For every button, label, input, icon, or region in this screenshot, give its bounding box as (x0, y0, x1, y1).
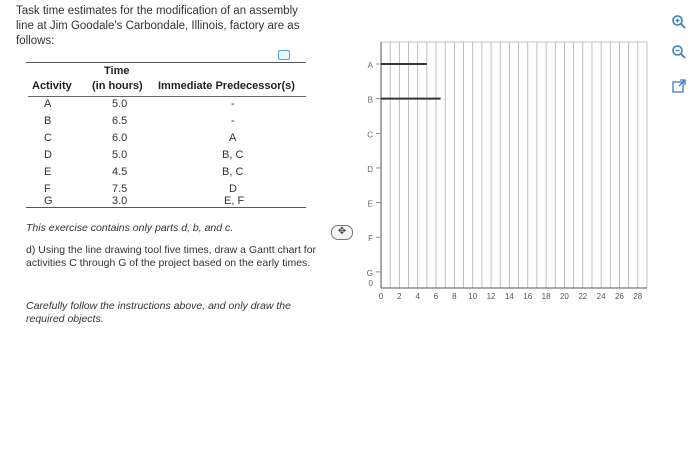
activity-cell: G (44, 195, 53, 207)
category-label: F (368, 234, 373, 244)
activity-cell: F (44, 183, 51, 195)
predecessor-cell: - (231, 98, 235, 110)
time-cell: 6.0 (112, 132, 128, 144)
time-cell: 3.0 (112, 195, 128, 207)
category-label: E (367, 199, 373, 209)
table-bottom-rule (26, 207, 306, 208)
category-label: G (366, 268, 373, 278)
time-cell: 7.5 (112, 183, 128, 195)
predecessor-cell: A (229, 132, 237, 144)
predecessor-cell: D (229, 183, 237, 195)
x-tick-label: 2 (397, 292, 402, 301)
gantt-chart[interactable] (355, 40, 655, 302)
move-handle-icon[interactable]: ✥ (331, 225, 353, 240)
activity-header: Activity (32, 80, 72, 92)
predecessor-cell: B, C (222, 166, 244, 178)
external-link-icon[interactable] (670, 78, 688, 96)
x-tick-label: 6 (433, 292, 439, 301)
predecessor-cell: B, C (222, 149, 244, 161)
predecessor-cell: - (231, 115, 235, 127)
time-cell: 6.5 (112, 115, 128, 127)
activity-cell: C (44, 132, 52, 144)
x-tick-label: 20 (559, 292, 569, 301)
time-cell: 4.5 (112, 166, 128, 178)
x-tick-label: 28 (633, 292, 643, 301)
x-tick-label: 22 (578, 292, 588, 301)
zoom-in-icon[interactable] (670, 14, 688, 32)
table-top-rule (26, 62, 306, 63)
y-origin-label: 0 (368, 279, 373, 288)
zoom-out-icon[interactable] (670, 44, 688, 62)
time-cell: 5.0 (112, 98, 128, 110)
problem-intro: Task time estimates for the modification of an assembly line at Jim Goodale's Carbondale, Illinois, factory are as follows: (16, 5, 300, 47)
time-header-line1: Time (104, 65, 130, 77)
category-label: A (367, 61, 373, 70)
time-header-line2: (in hours) (92, 80, 143, 92)
cursor-icon (278, 50, 290, 60)
table-header-rule (28, 96, 306, 97)
x-tick-label: 12 (486, 292, 496, 301)
predecessor-cell: E, F (224, 195, 245, 207)
activity-cell: A (44, 98, 52, 110)
x-tick-label: 8 (452, 292, 457, 301)
category-label: C (367, 130, 373, 140)
activity-cell: B (44, 115, 52, 127)
x-tick-label: 26 (615, 292, 624, 301)
activity-cell: E (44, 166, 52, 178)
x-tick-label: 16 (523, 292, 533, 301)
x-tick-label: 4 (415, 292, 420, 301)
caution-note: Carefully follow the instructions above, and only draw the required objects. (26, 300, 291, 325)
category-label: D (367, 164, 373, 174)
x-tick-label: 10 (468, 292, 478, 301)
category-label: B (367, 95, 373, 105)
x-tick-label: 0 (378, 292, 384, 301)
instruction-text: d) Using the line drawing tool five times, draw a Gantt chart for activities C through G of the project based on the early times. (26, 244, 317, 269)
x-tick-label: 18 (541, 292, 551, 301)
predecessor-header: Immediate Predecessor(s) (158, 80, 295, 92)
time-cell: 5.0 (112, 149, 128, 161)
x-tick-label: 14 (504, 292, 514, 301)
activity-cell: D (44, 149, 52, 161)
scope-note: This exercise contains only parts d, b, and c. (26, 222, 234, 234)
x-tick-label: 24 (596, 292, 606, 301)
